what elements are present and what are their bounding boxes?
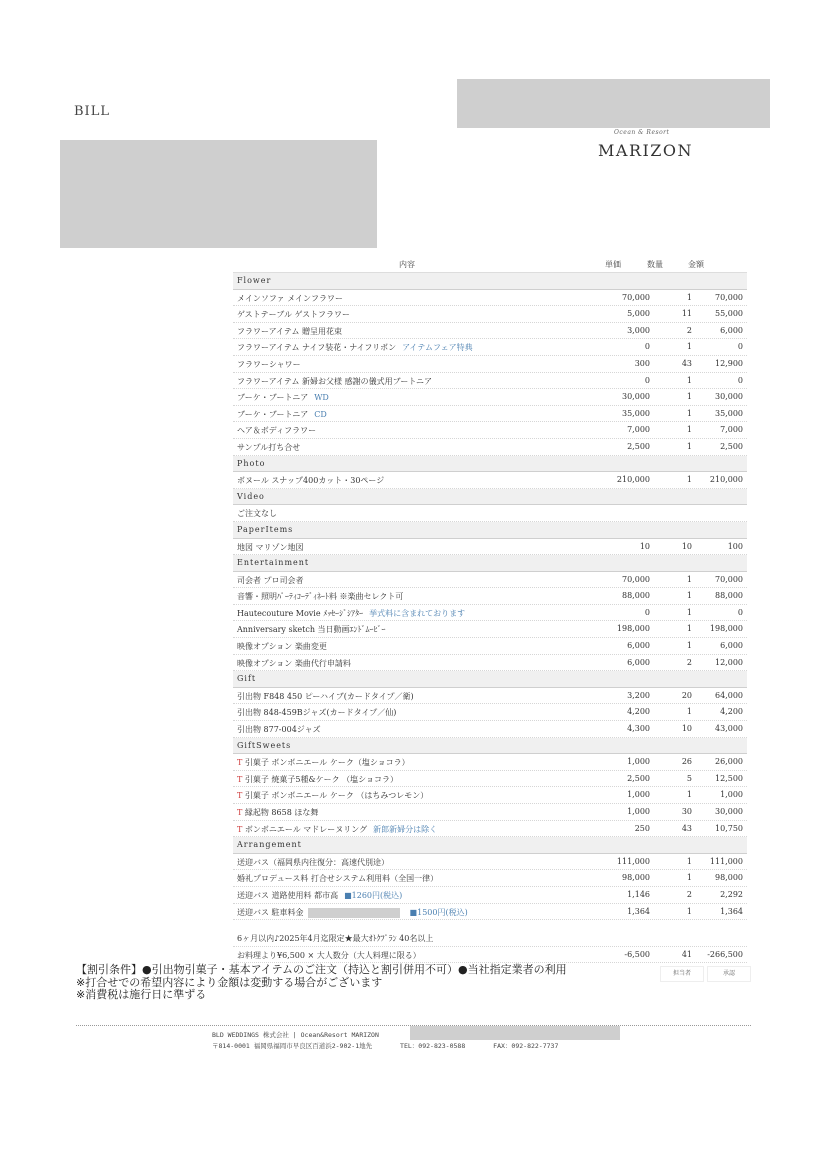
item-price: 0: [644, 342, 650, 352]
item-qty: 43: [681, 823, 692, 833]
footer-company: BLD WEDDINGS 株式会社 | Ocean&Resort MARIZON: [212, 1031, 379, 1039]
table-row: [233, 505, 747, 522]
item-qty: 1: [686, 441, 692, 451]
item-amount: 198,000: [709, 624, 743, 634]
item-qty: 1: [686, 375, 692, 385]
category-row: [233, 555, 747, 572]
item-amount: 7,000: [720, 425, 743, 435]
item-text: 引菓子 焼菓子5種&ケーク （塩ショコラ）: [244, 774, 399, 784]
item-qty: 1: [686, 790, 692, 800]
item-amount: 0: [737, 342, 743, 352]
item-qty: 1: [686, 607, 692, 617]
item-price: 198,000: [616, 624, 650, 634]
item-text: 送迎バス（福岡県内往復分：高速代別途）: [237, 857, 389, 867]
item-price: 6,000: [627, 657, 650, 667]
item-mark: T: [237, 808, 243, 817]
item-description: [237, 774, 398, 785]
item-text: 音響・照明ﾊﾟｰﾃｨｺｰﾃﾞｨﾈｰﾄ料 ※楽曲セレクト可: [237, 592, 404, 602]
item-mark: T: [237, 824, 243, 834]
item-text: 婚礼プロデュース料 打合せシステム利用料（全国一律）: [237, 874, 439, 884]
item-price: 1,364: [627, 906, 650, 916]
item-description: [237, 807, 318, 818]
item-description: [237, 575, 304, 586]
item-description: [237, 409, 327, 420]
table-row: [233, 290, 747, 307]
item-text: 映像オプション 楽曲変更: [237, 642, 327, 652]
item-text: Hautecouture Movie ﾒｯｾｰｼﾞｼｱﾀｰ: [237, 608, 364, 618]
item-text: メインソファ メインフラワー: [237, 293, 344, 303]
item-description: [237, 508, 277, 519]
item-description: [237, 359, 301, 370]
category-label: [237, 840, 302, 849]
item-text: 縁起物 8658 ほな舞: [244, 808, 319, 817]
item-price: 6,000: [627, 641, 650, 651]
item-text: ボンボニエール マドレーヌリング: [244, 824, 368, 834]
item-amount: 6,000: [720, 641, 743, 651]
category-row: [233, 522, 747, 539]
item-price: 111,000: [616, 856, 650, 866]
item-text: ボヌール スナップ400カット・30ページ: [237, 476, 385, 486]
item-price: 30,000: [622, 392, 650, 402]
item-text: 引出物 848-459Bジャズ(カードタイプ／仙): [237, 708, 397, 718]
table-row: [233, 704, 747, 721]
item-qty: 10: [681, 724, 692, 734]
item-amount: 70,000: [715, 574, 743, 584]
table-row: [233, 887, 747, 904]
table-row: [233, 572, 747, 589]
item-text: 司会者 プロ司会者: [237, 575, 304, 585]
item-text: フラワーアイテム ナイフ装花・ナイフリボン: [237, 343, 397, 353]
table-row: [233, 621, 747, 638]
item-qty: 1: [686, 425, 692, 435]
item-price: 10: [639, 541, 650, 551]
item-amount: 12,900: [715, 358, 743, 368]
discount-line1: 6ヶ月以内♪2025年4月迄限定★最大ｵﾄｸﾌﾟﾗﾝ 40名以上: [237, 934, 434, 944]
discount-qty: 41: [681, 949, 692, 959]
item-price: 5,000: [627, 309, 650, 319]
item-text: 送迎バス 道路使用料 都市高: [237, 890, 339, 900]
item-description: [237, 873, 438, 884]
item-text: フラワーアイテム 贈呈用花束: [237, 326, 343, 336]
table-body: [233, 273, 747, 920]
item-text: 引出物 F848 450 ピーハイブ(カードタイプ／衛): [237, 691, 414, 701]
item-text: 引菓子 ボンボニエール ケーク（塩ショコラ）: [244, 758, 410, 768]
item-amount: 4,200: [720, 707, 743, 717]
category-label: [237, 459, 265, 468]
redacted-block: [457, 79, 770, 128]
item-description: [237, 890, 402, 901]
header-price: 単価: [605, 260, 621, 269]
item-qty: 1: [686, 873, 692, 883]
discount-price: -6,500: [624, 949, 650, 959]
item-amount: 35,000: [715, 408, 743, 418]
item-qty: 1: [686, 856, 692, 866]
item-qty: 10: [681, 541, 692, 551]
item-qty: 43: [681, 358, 692, 368]
item-description: [237, 707, 396, 718]
item-amount: 1,000: [720, 790, 743, 800]
item-amount: 30,000: [715, 392, 743, 402]
item-qty: 1: [686, 408, 692, 418]
item-text: ブーケ・ブートニア: [237, 409, 309, 419]
discount-line2: お料理より¥6,500 × 大人数分（大人料理に限る）: [237, 950, 421, 960]
item-note: ■1260円(税込): [344, 890, 403, 900]
item-price: 7,000: [627, 425, 650, 435]
table-row: [233, 356, 747, 373]
table-row: [233, 605, 747, 622]
item-amount: 100: [727, 541, 743, 551]
item-qty: 5: [686, 773, 692, 783]
item-description: [237, 790, 428, 801]
table-row: [233, 323, 747, 340]
table-row: [233, 439, 747, 456]
item-description: [237, 442, 300, 453]
item-price: 88,000: [622, 591, 650, 601]
item-qty: 1: [686, 292, 692, 302]
item-text: ブーケ・ブートニア: [237, 393, 309, 403]
item-description: [237, 824, 437, 835]
table-row: [233, 721, 747, 738]
item-price: 70,000: [622, 574, 650, 584]
item-qty: 1: [686, 574, 692, 584]
category-row: [233, 456, 747, 473]
item-amount: 10,750: [715, 823, 743, 833]
logo-subtitle: Ocean & Resort: [614, 129, 670, 136]
item-qty: 26: [681, 757, 692, 767]
item-text: フラワーシャワー: [237, 359, 301, 369]
item-text: 引菓子 ボンボニエール ケーク （はちみつレモン）: [244, 791, 429, 801]
category-label: [237, 276, 271, 285]
item-price: 3,000: [627, 325, 650, 335]
conditions-line2: ※打合せでの希望内容により金額は変動する場合がございます: [76, 975, 383, 989]
table-row: [233, 787, 747, 804]
header-amount: 金額: [688, 260, 704, 269]
item-description: [237, 475, 384, 486]
header-qty: 数量: [647, 260, 663, 269]
item-note: WD: [314, 393, 329, 403]
table-row: [233, 306, 747, 323]
item-text: Photo: [237, 458, 266, 468]
stamp-box-approval: 承認: [707, 966, 751, 982]
table-row: [233, 406, 747, 423]
item-qty: 1: [686, 591, 692, 601]
item-description: [237, 392, 329, 403]
item-description: [237, 293, 343, 304]
item-price: 210,000: [616, 475, 650, 485]
category-label: [237, 741, 291, 750]
item-price: 300: [634, 358, 650, 368]
item-amount: 26,000: [715, 757, 743, 767]
item-qty: 2: [686, 657, 692, 667]
item-description: [237, 376, 432, 387]
item-price: 3,200: [627, 690, 650, 700]
item-text: サンプル打ち合せ: [237, 442, 301, 452]
item-text: 引出物 877-004ジャズ: [237, 725, 321, 735]
category-row: [233, 273, 747, 290]
item-amount: 64,000: [715, 690, 743, 700]
category-row: [233, 837, 747, 854]
item-amount: 0: [737, 375, 743, 385]
item-text: GiftSweets: [237, 740, 292, 750]
table-row: [233, 422, 747, 439]
item-amount: 88,000: [715, 591, 743, 601]
item-description: [237, 326, 342, 337]
conditions-line3: ※消費税は施行日に準ずる: [76, 988, 207, 1001]
table-row: [233, 472, 747, 489]
item-note: ■1500円(税込): [409, 907, 468, 917]
item-amount: 12,500: [715, 773, 743, 783]
item-note: アイテムフェア特典: [402, 343, 473, 353]
item-mark: T: [237, 758, 243, 768]
table-row: [233, 655, 747, 672]
item-description: [237, 425, 316, 436]
item-text: Flower: [237, 276, 272, 285]
table-row: [233, 339, 747, 356]
category-row: [233, 738, 747, 755]
discount-row-2: [233, 947, 747, 964]
table-row: [233, 539, 747, 556]
item-price: 98,000: [622, 873, 650, 883]
item-price: 2,500: [627, 441, 650, 451]
item-description: [237, 342, 473, 353]
item-description: [237, 309, 350, 320]
footer: [212, 1030, 582, 1052]
item-price: 250: [634, 823, 650, 833]
item-price: 0: [644, 375, 650, 385]
item-qty: 1: [686, 707, 692, 717]
item-amount: 30,000: [715, 807, 743, 816]
item-qty: 1: [686, 475, 692, 485]
item-note: 挙式料に含まれております: [369, 608, 466, 618]
table-row: [233, 638, 747, 655]
table-row: [233, 373, 747, 390]
item-price: 4,300: [627, 724, 650, 734]
item-qty: 1: [686, 392, 692, 402]
item-amount: 98,000: [715, 873, 743, 883]
item-qty: 2: [686, 889, 692, 899]
item-qty: 1: [686, 906, 692, 916]
item-qty: 30: [681, 807, 692, 816]
redacted-inline: [308, 908, 400, 918]
table-row: [233, 804, 747, 821]
item-qty: 11: [681, 309, 692, 319]
item-qty: 2: [686, 325, 692, 335]
item-qty: 1: [686, 641, 692, 651]
item-price: 70,000: [622, 292, 650, 302]
category-label: [237, 492, 265, 501]
item-mark: T: [237, 774, 243, 784]
item-amount: 1,364: [720, 906, 743, 916]
item-amount: 2,500: [720, 441, 743, 451]
item-text: ご注文なし: [237, 509, 277, 519]
item-description: [237, 724, 321, 735]
item-price: 1,000: [627, 790, 650, 800]
item-description: [237, 658, 351, 669]
table-row: [233, 870, 747, 887]
footer-address: 〒814-0001 福岡県福岡市早良区百道浜2-902-1地先: [212, 1042, 373, 1050]
item-note: CD: [314, 409, 327, 419]
table-header: [233, 258, 747, 273]
table-row: [233, 688, 747, 705]
item-amount: 12,000: [715, 657, 743, 667]
footer-fax: FAX：092-822-7737: [493, 1042, 559, 1050]
item-amount: 111,000: [709, 856, 743, 866]
item-price: 4,200: [627, 707, 650, 717]
item-description: [237, 591, 403, 602]
discount-row-1: [233, 930, 747, 947]
bill-table: [233, 258, 747, 963]
item-amount: 6,000: [720, 325, 743, 335]
table-row: [233, 771, 747, 788]
item-text: ヘア＆ボディフラワー: [237, 426, 317, 436]
item-description: [237, 641, 327, 652]
item-amount: 70,000: [715, 292, 743, 302]
table-row: [233, 389, 747, 406]
item-text: 送迎バス 駐車料金: [237, 907, 304, 917]
item-description: [237, 542, 304, 553]
logo: MARIZON: [598, 141, 694, 160]
table-row: [233, 854, 747, 871]
item-text: Gift: [237, 674, 257, 684]
item-qty: 20: [681, 690, 692, 700]
item-price: 1,000: [627, 757, 650, 767]
item-amount: 2,292: [720, 889, 743, 899]
category-label: [237, 558, 309, 567]
conditions: [76, 964, 567, 1002]
item-description: [237, 857, 389, 868]
header-desc: 内容: [399, 260, 415, 269]
item-description: [237, 691, 414, 702]
item-amount: 210,000: [709, 475, 743, 485]
item-description: [237, 757, 410, 768]
item-price: 2,500: [627, 773, 650, 783]
item-text: フラワーアイテム 新婦お父様 感謝の儀式用ブートニア: [237, 376, 433, 386]
table-row: [233, 821, 747, 838]
item-qty: 1: [686, 342, 692, 352]
category-row: [233, 489, 747, 506]
item-mark: T: [237, 791, 243, 801]
conditions-line1: 【割引条件】●引出物引菓子・基本アイテムのご注文（持込と割引併用不可）●当社指定業者の利用: [76, 963, 567, 976]
discount-amount: -266,500: [707, 949, 743, 959]
item-text: Arrangement: [237, 840, 302, 850]
item-description: [237, 907, 468, 918]
item-price: 0: [644, 607, 650, 617]
redacted-address-block: [60, 140, 377, 248]
item-amount: 55,000: [715, 309, 743, 319]
item-price: 1,000: [627, 807, 650, 816]
item-text: ゲストテーブル ゲストフラワー: [237, 310, 350, 320]
category-label: [237, 525, 293, 534]
item-description: [237, 624, 386, 635]
item-amount: 43,000: [715, 724, 743, 734]
item-text: 映像オプション 楽曲代行申請料: [237, 658, 351, 668]
stamp-box-staff: 担当者: [660, 966, 704, 982]
category-label: [237, 674, 256, 683]
item-text: 地図 マリゾン地図: [237, 542, 304, 552]
item-text: PaperItems: [237, 524, 294, 534]
item-price: 35,000: [622, 408, 650, 418]
item-price: 1,146: [627, 889, 650, 899]
item-text: Entertainment: [237, 558, 310, 568]
item-qty: 1: [686, 624, 692, 634]
item-note: 新郎新婦分は除く: [373, 824, 438, 834]
category-row: [233, 671, 747, 688]
table-row: [233, 754, 747, 771]
item-description: [237, 608, 465, 619]
item-text: Anniversary sketch 当日動画ｴﾝﾄﾞﾑｰﾋﾞｰ: [237, 625, 386, 635]
footer-tel: TEL：092-823-0588: [400, 1042, 466, 1050]
item-text: Video: [237, 491, 265, 501]
table-row: [233, 588, 747, 605]
table-row: [233, 904, 747, 921]
item-amount: 0: [737, 607, 743, 617]
document-title: BILL: [74, 104, 110, 119]
